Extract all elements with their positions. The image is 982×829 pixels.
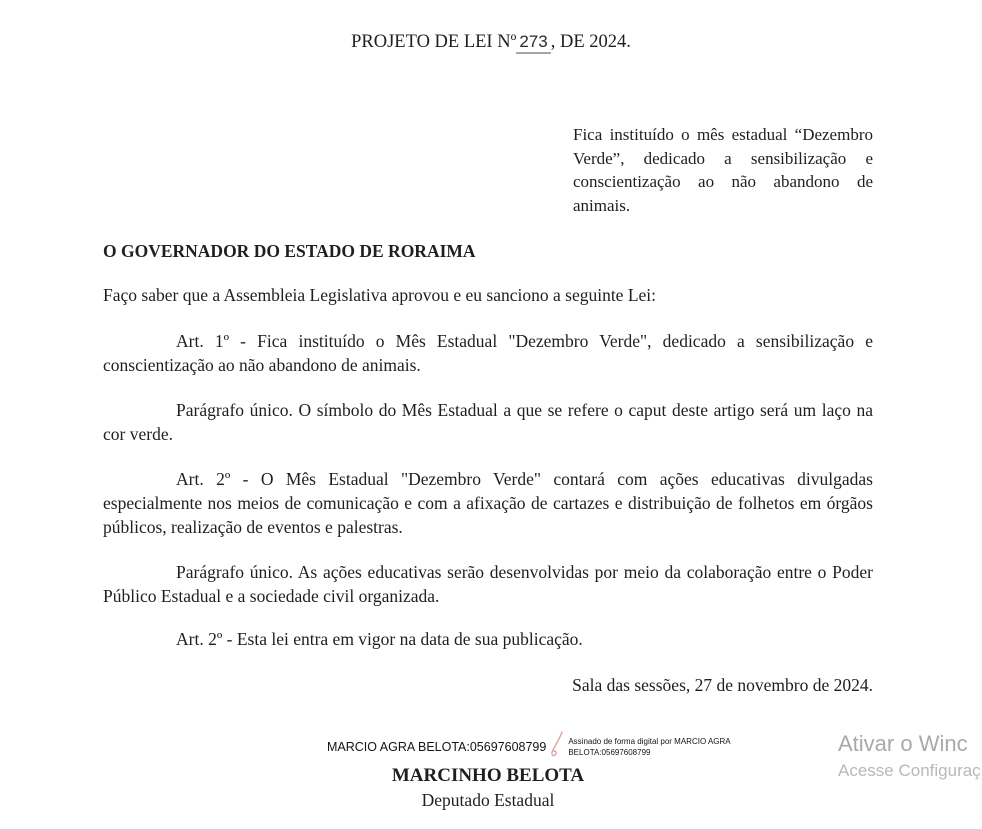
- law-title: [0, 29, 982, 55]
- article-2: Art. 2º - O Mês Estadual "Dezembro Verde" contará com ações educativas divulgadas especialmente nos meios de comunicação e com a afixação de cartazes e distribuição de folhetos em órgãos públicos, realização de eventos e palestras.: [103, 469, 873, 537]
- signature-details: [568, 736, 730, 758]
- signature-details-line1: Assinado de forma digital por MARCIO AGRA: [568, 737, 731, 746]
- preamble: Faço saber que a Assembleia Legislativa aprovou e eu sanciono a seguinte Lei:: [103, 285, 657, 305]
- signer-name: MARCINHO BELOTA: [391, 765, 585, 786]
- watermark-line2: Acesse Configuraç: [838, 761, 981, 780]
- signature-details-line2: BELOTA:05697608799: [568, 748, 651, 757]
- session-date-line: Sala das sessões, 27 de novembro de 2024.: [572, 675, 873, 695]
- signature-certificate-name: MARCIO AGRA BELOTA:05697608799: [327, 740, 547, 754]
- article-1-sole-paragraph: Parágrafo único. O símbolo do Mês Estadual a que se refere o caput deste artigo será um laço na cor verde.: [103, 400, 873, 444]
- watermark-line1: Ativar o Winc: [838, 731, 968, 756]
- governor-heading: O GOVERNADOR DO ESTADO DE RORAIMA: [103, 241, 476, 261]
- signature-flourish-icon: [549, 731, 564, 763]
- law-title-prefix: PROJETO DE LEI Nº: [351, 32, 517, 52]
- law-title-suffix: , DE 2024.: [550, 32, 631, 52]
- article-vigor-clause: Art. 2º - Esta lei entra em vigor na data de sua publicação.: [176, 629, 583, 649]
- windows-activation-watermark: [838, 731, 981, 781]
- signer-role: Deputado Estadual: [421, 790, 555, 810]
- article-2-sole-paragraph: Parágrafo único. As ações educativas serão desenvolvidas por meio da colaboração entre o Poder Público Estadual e a sociedade civil organizada.: [103, 562, 873, 606]
- law-number-field[interactable]: 273: [516, 32, 550, 54]
- article-1: Art. 1º - Fica instituído o Mês Estadual "Dezembro Verde", dedicado a sensibilização e conscientização ao não abandono de animais.: [103, 331, 873, 375]
- digital-signature-stamp[interactable]: [327, 731, 731, 763]
- epigraph: Fica instituído o mês estadual “Dezembro Verde”, dedicado a sensibilização e conscientização ao não abandono de animais.: [573, 125, 873, 215]
